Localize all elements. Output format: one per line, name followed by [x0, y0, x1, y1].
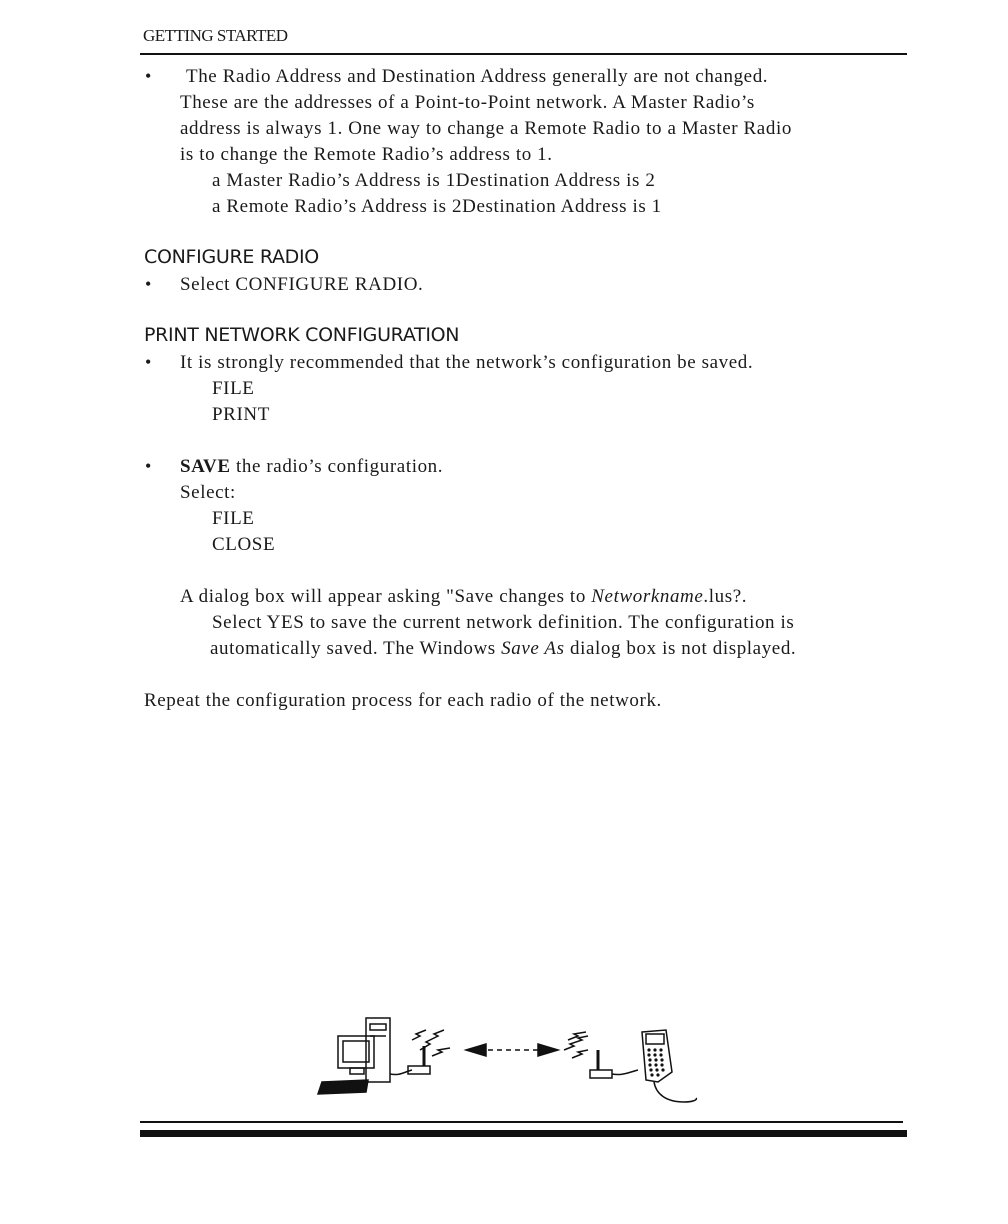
dialog-note-text: A dialog box will appear asking "Save changes to — [180, 586, 592, 607]
bullet-marker: • — [145, 274, 152, 294]
intro-line-4: is to change the Remote Radio’s address to 1. — [180, 144, 553, 165]
bullet-marker: • — [145, 66, 152, 86]
menu-step-file: FILE — [212, 378, 255, 399]
example-master: a Master Radio’s Address is 1Destination Address is 2 — [212, 170, 656, 191]
arrow-right-icon — [538, 1044, 558, 1056]
save-keyword: SAVE — [180, 456, 231, 477]
dialog-note-line-2: Select YES to save the current network definition. The configuration is — [212, 612, 795, 633]
menu-step-close: CLOSE — [212, 534, 276, 555]
select-label: Select: — [180, 482, 236, 503]
save-instruction-text: the radio’s configuration. — [230, 456, 444, 477]
footer-rule-thin — [140, 1121, 903, 1123]
intro-line-2: These are the addresses of a Point-to-Point network. A Master Radio’s — [180, 92, 755, 113]
section-heading-configure-radio: CONFIGURE RADIO — [144, 246, 319, 268]
menu-step-print: PRINT — [212, 404, 270, 425]
menu-step-file: FILE — [212, 508, 255, 529]
save-instruction — [180, 456, 443, 478]
intro-line-1: The Radio Address and Destination Address generally are not changed. — [186, 66, 769, 87]
radio-link-illustration — [316, 1010, 706, 1110]
save-as-dialog-name: Save As — [501, 638, 565, 659]
keyboard-icon — [318, 1080, 368, 1094]
bullet-marker: • — [145, 456, 152, 476]
closing-paragraph: Repeat the configuration process for each radio of the network. — [144, 690, 662, 711]
example-remote: a Remote Radio’s Address is 2Destination Address is 1 — [212, 196, 662, 217]
bullet-marker: • — [145, 352, 152, 372]
arrow-left-icon — [466, 1044, 486, 1056]
configure-radio-instruction: Select CONFIGURE RADIO. — [180, 274, 424, 295]
dialog-note-extension: .lus?. — [703, 586, 748, 607]
running-header: GETTING STARTED — [143, 26, 288, 45]
header-rule — [140, 53, 907, 55]
network-name-placeholder: Networkname — [591, 586, 704, 607]
footer-rule-thick — [140, 1130, 907, 1137]
dialog-note-text: dialog box is not displayed. — [564, 638, 797, 659]
handheld-terminal-icon — [642, 1030, 696, 1102]
intro-line-3: address is always 1. One way to change a Remote Radio to a Master Radio — [180, 118, 792, 139]
radio-modem-right-icon — [590, 1070, 612, 1078]
section-heading-print-network: PRINT NETWORK CONFIGURATION — [144, 324, 460, 346]
print-network-instruction: It is strongly recommended that the network’s configuration be saved. — [180, 352, 754, 373]
dialog-note-text: automatically saved. The Windows — [210, 638, 502, 659]
dialog-note-line-3 — [210, 638, 796, 660]
dialog-note-line-1 — [180, 586, 747, 608]
